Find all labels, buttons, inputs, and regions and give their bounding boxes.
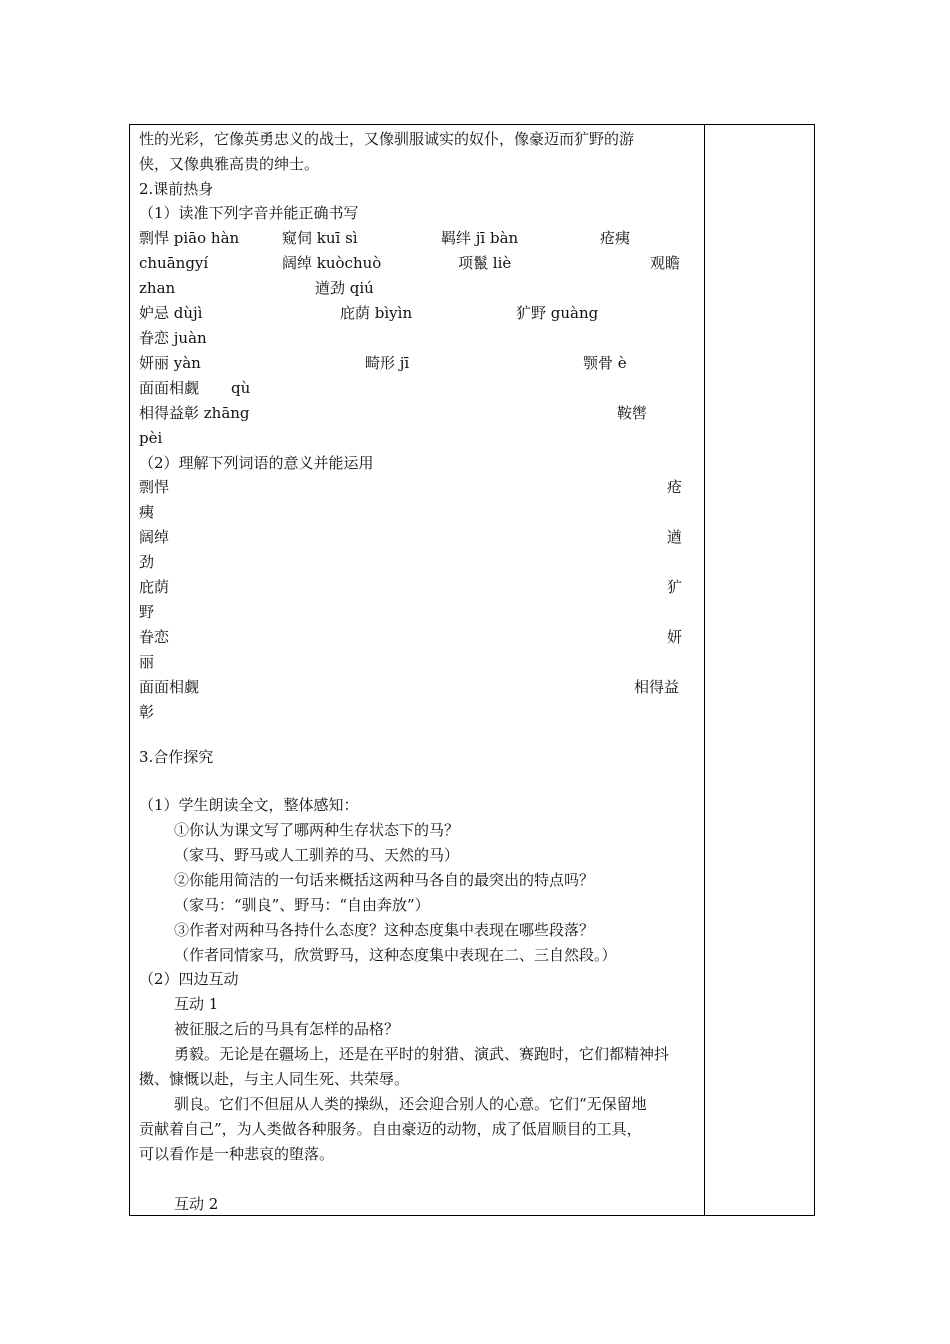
sub-heading: （2）四边互动 [139, 970, 239, 988]
paragraph-line: 可以看作是一种悲哀的堕落。 [139, 1145, 335, 1163]
pinyin-row [139, 426, 693, 451]
sub-heading: （1）学生朗读全文，整体感知： [139, 796, 359, 814]
section-heading: 3.合作探究 [139, 748, 214, 766]
question: ①你认为课文写了哪两种生存状态下的马？ [174, 821, 460, 839]
sub-heading: （2）理解下列词语的意义并能运用 [139, 454, 374, 472]
pinyin-row [139, 326, 693, 351]
column-divider [704, 125, 705, 1215]
vocab-item: 庇荫 [139, 578, 170, 596]
paragraph-line: 勇毅。无论是在疆场上，还是在平时的射猎、演武、赛跑时，它们都精神抖 [174, 1045, 670, 1063]
section-heading: 2.课前热身 [139, 180, 214, 198]
pinyin-row [139, 301, 693, 326]
question: ③作者对两种马各持什么态度？这种态度集中表现在哪些段落？ [174, 921, 595, 939]
pinyin-item: qù [231, 379, 251, 397]
vocab-item: 眷恋 [139, 628, 170, 646]
answer: （作者同情家马，欣赏野马，这种态度集中表现在二、三自然段。） [174, 946, 617, 964]
interaction-question: 被征服之后的马具有怎样的品格？ [174, 1020, 400, 1038]
pinyin-item: 妒忌 dùjì [139, 304, 203, 322]
pinyin-item: 鞍辔 [617, 404, 648, 422]
pinyin-item: 犷野 guàng [516, 304, 599, 322]
sub-heading: （1）读准下列字音并能正确书写 [139, 204, 359, 222]
vocab-item: 阔绰 [139, 528, 170, 546]
pinyin-item: 相得益彰 zhāng [139, 404, 250, 422]
vocab-wrap: 野 [139, 603, 155, 621]
answer: （家马、野马或人工驯养的马、天然的马） [174, 846, 460, 864]
vocab-item: 遒 [667, 528, 683, 546]
vocab-row [139, 675, 693, 700]
pinyin-row [139, 401, 693, 426]
vocab-wrap: 劲 [139, 553, 155, 571]
interaction-heading: 互动 1 [174, 995, 219, 1013]
pinyin-item: 庇荫 bìyìn [340, 304, 413, 322]
pinyin-row [139, 376, 693, 401]
vocab-wrap: 痍 [139, 503, 155, 521]
vocab-item: 剽悍 [139, 478, 170, 496]
pinyin-row [139, 276, 693, 301]
pinyin-item: 妍丽 yàn [139, 354, 201, 372]
pinyin-item: 窥伺 kuī sì [282, 229, 358, 247]
pinyin-item: 颚骨 è [583, 354, 627, 372]
pinyin-item: 羁绊 jī bàn [441, 229, 519, 247]
intro-line: 性的光彩，它像英勇忠义的战士，又像驯服诚实的奴仆，像豪迈而犷野的游 [139, 130, 635, 148]
pinyin-item: 畸形 jī [365, 354, 410, 372]
pinyin-item: chuāngyí [139, 254, 209, 272]
vocab-item: 面面相觑 [139, 678, 200, 696]
vocab-wrap: 彰 [139, 703, 155, 721]
pinyin-item: 剽悍 piāo hàn [139, 229, 240, 247]
question: ②你能用简洁的一句话来概括这两种马各自的最突出的特点吗？ [174, 871, 595, 889]
vocab-item: 犷 [667, 578, 683, 596]
vocab-wrap: 丽 [139, 653, 155, 671]
intro-line: 侠，又像典雅高贵的绅士。 [139, 155, 320, 173]
pinyin-item: pèi [139, 429, 163, 447]
vocab-row [139, 525, 693, 550]
pinyin-item: zhan [139, 279, 176, 297]
pinyin-item: 遒劲 qiú [315, 279, 374, 297]
vocab-row [139, 575, 693, 600]
interaction-heading: 互动 2 [174, 1195, 219, 1213]
vocab-item: 疮 [667, 478, 683, 496]
pinyin-item: 项鬣 liè [458, 254, 512, 272]
pinyin-item: 阔绰 kuòchuò [282, 254, 382, 272]
answer: （家马：“驯良”、野马：“自由奔放”） [174, 896, 430, 914]
lesson-table [129, 124, 815, 1216]
pinyin-item: 眷恋 juàn [139, 329, 207, 347]
vocab-item: 相得益 [634, 678, 680, 696]
pinyin-item: 面面相觑 [139, 379, 200, 397]
pinyin-row [139, 351, 693, 376]
pinyin-row [139, 251, 693, 276]
pinyin-row [139, 226, 693, 251]
pinyin-item: 疮痍 [600, 229, 631, 247]
vocab-item: 妍 [667, 628, 683, 646]
paragraph-line: 驯良。它们不但屈从人类的操纵，还会迎合别人的心意。它们“无保留地 [174, 1095, 647, 1113]
vocab-row [139, 475, 693, 500]
pinyin-item: 观瞻 [650, 254, 681, 272]
paragraph-line: 擞、慷慨以赴，与主人同生死、共荣辱。 [139, 1070, 410, 1088]
paragraph-line: 贡献着自己”，为人类做各种服务。自由豪迈的动物，成了低眉顺目的工具， [139, 1120, 642, 1138]
vocab-row [139, 625, 693, 650]
